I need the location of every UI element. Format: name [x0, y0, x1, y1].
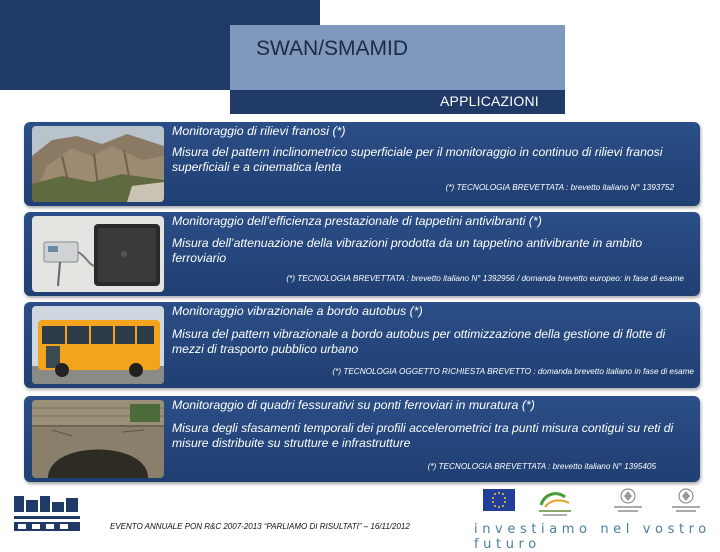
panel-title: Monitoraggio di rilievi franosi (*)	[172, 124, 346, 138]
mise-emblem	[668, 487, 704, 515]
miur-emblem	[610, 487, 646, 515]
section-label: APPLICAZIONI	[440, 93, 539, 109]
panel-description: Misura dell’attenuazione della vibrazioni prodotta da un tappetino antivibrante in ambito ferroviario	[172, 236, 643, 265]
application-panel-bus	[24, 302, 700, 388]
application-panel-landslide	[24, 122, 700, 206]
panel-description: Misura del pattern inclinometrico superficiale per il monitoraggio in continuo di rilievi franosi superficiali e a cinematica lenta	[172, 145, 663, 174]
panel-patent-note: (*) TECNOLOGIA BREVETTATA : brevetto italiano N° 1392956 / domanda brevetto europeo: in fase di esame	[286, 274, 684, 283]
masonry-bridge-photo	[32, 400, 164, 478]
panel-patent-note: (*) TECNOLOGIA OGGETTO RICHIESTA BREVETTO : domanda brevetto italiano in fase di esame	[332, 367, 694, 376]
panel-patent-note: (*) TECNOLOGIA BREVETTATA : brevetto italiano N° 1395405	[427, 462, 656, 471]
panel-description: Misura del pattern vibrazionale a bordo autobus per ottimizzazione della gestione di flotte di mezzi di trasporto pubblico urbano	[172, 327, 666, 356]
cliff-landslide-photo	[32, 126, 164, 202]
application-panel-railway-bridges	[24, 396, 700, 482]
city-bus-photo	[32, 306, 164, 384]
page-title: SWAN/SMAMID	[256, 37, 409, 60]
footer-tagline: investiamo nel vostro futuro	[474, 522, 711, 552]
panel-title: Monitoraggio di quadri fessurativi su ponti ferroviari in muratura (*)	[172, 398, 535, 412]
vibration-mat-sensor-photo	[32, 216, 164, 292]
application-panel-antivibration-mats	[24, 212, 700, 296]
panel-title: Monitoraggio vibrazionale a bordo autobus (*)	[172, 304, 423, 318]
panel-title: Monitoraggio dell’efficienza prestazionale di tappetini antivibranti (*)	[172, 214, 542, 228]
ricerca-competitivita-logo	[535, 489, 575, 517]
panel-patent-note: (*) TECNOLOGIA BREVETTATA : brevetto italiano N° 1393752	[445, 183, 674, 192]
eu-flag-logo	[483, 489, 515, 511]
ettaco-logo	[12, 494, 84, 534]
panel-description: Misura degli sfasamenti temporali dei profili accelerometrici tra punti misura contigui su reti di misure distribuite su strutture e infrastrutture	[172, 421, 674, 450]
event-footer-text: EVENTO ANNUALE PON R&C 2007-2013 “PARLIAMO DI RISULTATI” – 16/11/2012	[110, 522, 410, 531]
